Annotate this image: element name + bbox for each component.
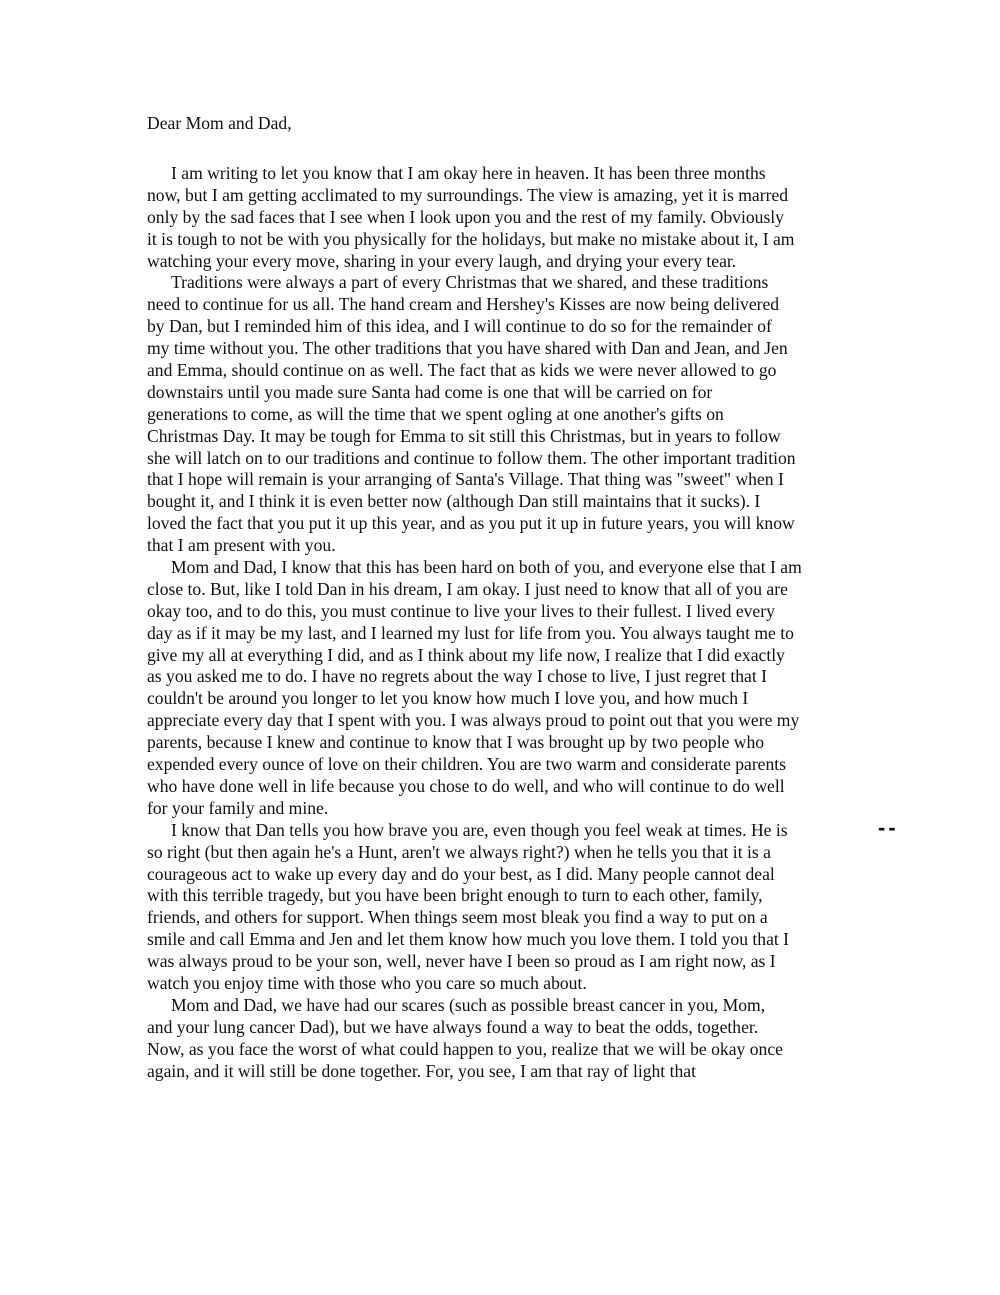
paragraph-line: couldn't be around you longer to let you know how much I love you, and how much I (147, 688, 749, 709)
letter-paragraph (147, 995, 847, 1083)
paragraph-line: that I am present with you. (147, 535, 336, 556)
paragraph-line: was always proud to be your son, well, never have I been so proud as I am right now, as I (147, 951, 776, 972)
paragraph-line: who have done well in life because you chose to do well, and who will continue to do well (147, 775, 785, 796)
paragraph-line: Mom and Dad, we have had our scares (such as possible breast cancer in you, Mom, (171, 994, 766, 1015)
salutation: Dear Mom and Dad, (147, 113, 292, 133)
paragraph-line: Mom and Dad, I know that this has been hard on both of you, and everyone else that I am (171, 557, 802, 578)
paragraph-line: Traditions were always a part of every Christmas that we shared, and these traditions (171, 272, 769, 293)
paragraph-line: generations to come, as will the time that we spent ogling at one another's gifts on (147, 403, 724, 424)
paragraph-line: expended every ounce of love on their children. You are two warm and considerate parents (147, 754, 787, 775)
letter-paragraph (147, 820, 847, 995)
paragraph-line: only by the sad faces that I see when I look upon you and the rest of my family. Obviously (147, 206, 784, 227)
paragraph-line: Christmas Day. It may be tough for Emma to sit still this Christmas, but in years to follow (147, 425, 781, 446)
paragraph-line: downstairs until you made sure Santa had come is one that will be carried on for (147, 381, 713, 402)
paragraph-line: now, but I am getting acclimated to my surroundings. The view is amazing, yet it is marred (147, 184, 789, 205)
letter-paragraph (147, 272, 847, 557)
paragraph-line: friends, and others for support. When things seem most bleak you find a way to put on a (147, 907, 768, 928)
paragraph-line: I am writing to let you know that I am okay here in heaven. It has been three months (171, 163, 766, 183)
paragraph-line: as you asked me to do. I have no regrets about the way I chose to live, I just regret that I (147, 666, 767, 687)
paragraph-line: watch you enjoy time with those who you care so much about. (147, 972, 587, 993)
letter-paragraph (147, 557, 847, 820)
paragraph-line: that I hope will remain is your arranging of Santa's Village. That thing was "sweet" when I (147, 469, 784, 490)
paragraph-line: and Emma, should continue on as well. The fact that as kids we were never allowed to go (147, 360, 777, 381)
paragraph-line: close to. But, like I told Dan in his dream, I am okay. I just need to know that all of you are (147, 578, 788, 599)
paragraph-line: so right (but then again he's a Hunt, aren't we always right?) when he tells you that it is a (147, 841, 771, 862)
paragraph-line: need to continue for us all. The hand cream and Hershey's Kisses are now being delivered (147, 294, 780, 315)
paragraph-line: with this terrible tragedy, but you have been bright enough to turn to each other, family, (147, 885, 763, 906)
paragraph-line: courageous act to wake up every day and do your best, as I did. Many people cannot deal (147, 863, 775, 884)
paragraph-line: okay too, and to do this, you must continue to live your lives to their fullest. I lived every (147, 600, 775, 621)
paragraph-line: for your family and mine. (147, 797, 329, 818)
paragraph-line: parents, because I knew and continue to know that I was brought up by two people who (147, 732, 765, 753)
paragraph-line: smile and call Emma and Jen and let them know how much you love them. I told you that I (147, 929, 790, 950)
paragraph-line: bought it, and I think it is even better now (although Dan still maintains that it sucks). I (147, 491, 761, 512)
paragraph-line: it is tough to not be with you physically for the holidays, but make no mistake about it, I am (147, 228, 795, 249)
paragraph-line: watching your every move, sharing in your every laugh, and drying your every tear. (147, 250, 737, 271)
paragraph-line: I know that Dan tells you how brave you are, even though you feel weak at times. He is (171, 819, 788, 840)
paragraph-line: she will latch on to our traditions and continue to follow them. The other important tradition (147, 447, 796, 468)
paragraph-line: by Dan, but I reminded him of this idea, and I will continue to do so for the remainder of (147, 316, 772, 337)
paragraph-line: my time without you. The other traditions that you have shared with Dan and Jean, and Jen (147, 338, 788, 359)
paragraph-line: give my all at everything I did, and as I think about my life now, I realize that I did exactly (147, 644, 785, 665)
paragraph-line: Now, as you face the worst of what could happen to you, realize that we will be okay once (147, 1038, 783, 1059)
paragraph-line: day as if it may be my last, and I learned my lust for life from you. You always taught me to (147, 622, 794, 643)
letter-body (147, 112, 847, 1082)
paragraph-line: again, and it will still be done together. For, you see, I am that ray of light that (147, 1060, 696, 1081)
paragraph-line: and your lung cancer Dad), but we have always found a way to beat the odds, together. (147, 1016, 759, 1037)
paragraph-line: appreciate every day that I spent with you. I was always proud to point out that you were my (147, 710, 800, 731)
margin-dash-mark: -- (878, 815, 899, 840)
paragraph-line: loved the fact that you put it up this year, and as you put it up in future years, you will know (147, 513, 795, 534)
letter-paragraphs (147, 163, 847, 1082)
letter-paragraph (147, 163, 847, 272)
